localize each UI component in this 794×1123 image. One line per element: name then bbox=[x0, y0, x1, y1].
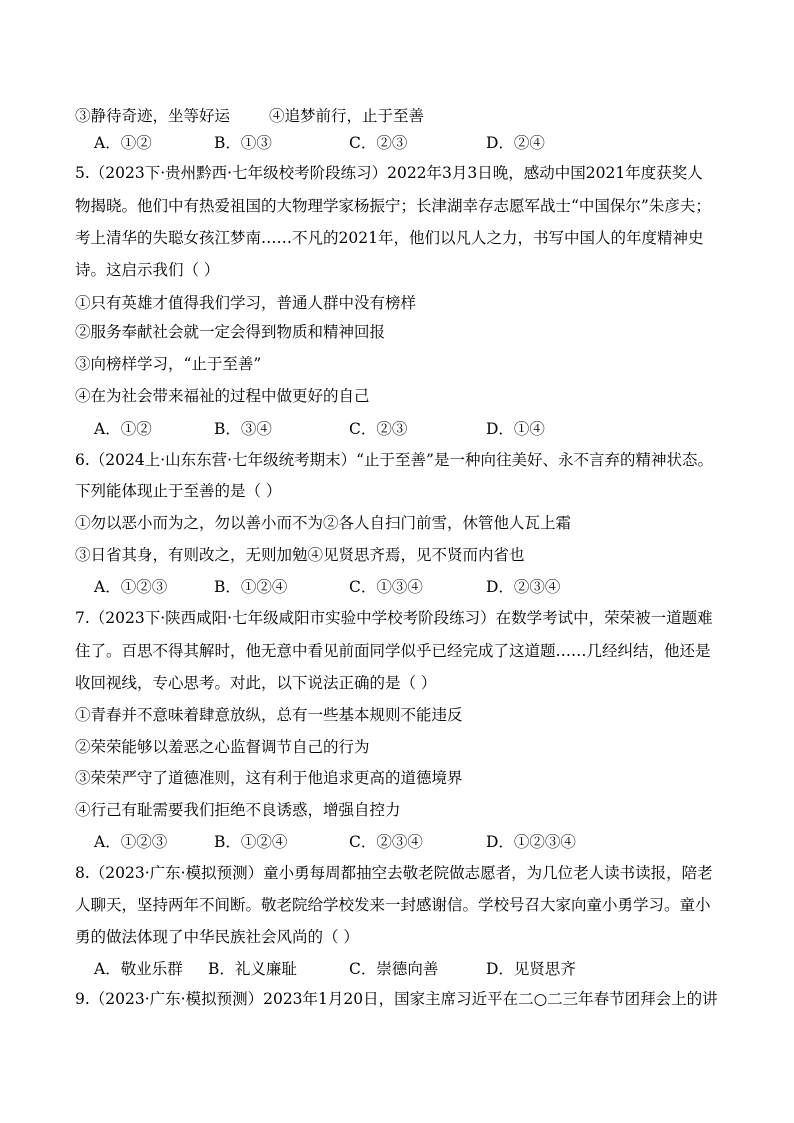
option-c: C．②③ bbox=[349, 420, 408, 438]
q7-statement: ③荣荣严守了道德准则，这有利于他追求更高的道德境界 bbox=[75, 769, 463, 787]
option-d: D．②④ bbox=[486, 134, 545, 152]
q6-statements-line: ③日省其身，有则改之，无则加勉④见贤思齐焉，见不贤而内省也 bbox=[75, 546, 525, 564]
option-b: B．③④ bbox=[214, 420, 272, 438]
option-b: B．①②④ bbox=[214, 578, 288, 596]
statement-4: ④追梦前行，止于至善 bbox=[269, 107, 425, 125]
option-a: A．①② bbox=[94, 134, 152, 152]
option-c: C．①③④ bbox=[349, 578, 423, 596]
statement-3: ③静待奇迹，坐等好运 bbox=[75, 107, 231, 125]
option-a: A．①②③ bbox=[94, 833, 168, 851]
q5-stem-line: 5.（2023下·贵州黔西·七年级校考阶段练习）2022年3月3日晚，感动中国2021年度获奖人 bbox=[75, 164, 703, 182]
option-b: B．礼义廉耻 bbox=[208, 960, 297, 978]
q5-stem-line: 考上清华的失聪女孩江梦南……不凡的2021年，他们以凡人之力，书写中国人的年度精神史 bbox=[75, 229, 704, 247]
q5-stem-line: 物揭晓。他们中有热爱祖国的大物理学家杨振宁；长津湖幸存志愿军战士“中国保尔”朱彦夫； bbox=[75, 197, 711, 215]
q5-stem-line: 诗。这启示我们（ ） bbox=[75, 261, 220, 279]
q8-stem-line: 8.（2023·广东·模拟预测）童小勇每周都抽空去敬老院做志愿者，为几位老人读书读报，陪老 bbox=[75, 864, 713, 882]
q7-statement: ④行己有耻需要我们拒绝不良诱惑，增强自控力 bbox=[75, 801, 401, 819]
q7-statement: ②荣荣能够以羞恶之心监督调节自己的行为 bbox=[75, 738, 370, 756]
q7-stem-line: 住了。百思不得其解时，他无意中看见前面同学似乎已经完成了这道题……几经纠结，他还是 bbox=[75, 642, 711, 660]
q6-stem-line: 6.（2024上·山东东营·七年级统考期末）“止于至善”是一种向往美好、永不言弃的精神状态。 bbox=[75, 451, 713, 469]
option-c: C．②③④ bbox=[349, 833, 423, 851]
option-a: A．敬业乐群 bbox=[94, 960, 183, 978]
option-d: D．①④ bbox=[486, 420, 545, 438]
q5-statement: ④在为社会带来福祉的过程中做更好的自己 bbox=[75, 387, 370, 405]
q5-statement: ①只有英雄才值得我们学习，普通人群中没有榜样 bbox=[75, 294, 417, 312]
q6-statements-line: ①勿以恶小而为之，勿以善小而不为②各人自扫门前雪，休管他人瓦上霜 bbox=[75, 514, 572, 532]
option-d: D．见贤思齐 bbox=[486, 960, 576, 978]
option-b: B．①②④ bbox=[214, 833, 288, 851]
option-d: D．①②③④ bbox=[486, 833, 576, 851]
q9-stem-line: 9.（2023·广东·模拟预测）2023年1月20日，国家主席习近平在二○二三年春节团拜会上的讲 bbox=[75, 990, 718, 1008]
option-c: C．②③ bbox=[349, 134, 408, 152]
option-d: D．②③④ bbox=[486, 578, 561, 596]
q6-stem-line: 下列能体现止于至善的是（ ） bbox=[75, 482, 282, 500]
option-a: A．①②③ bbox=[94, 578, 168, 596]
q5-statement: ③向榜样学习，“止于至善” bbox=[75, 355, 262, 373]
option-c: C．崇德向善 bbox=[349, 960, 439, 978]
q8-stem-line: 人聊天，坚持两年不间断。敬老院给学校发来一封感谢信。学校号召大家向童小勇学习。童小 bbox=[75, 896, 711, 914]
option-b: B．①③ bbox=[214, 134, 272, 152]
option-a: A．①② bbox=[94, 420, 152, 438]
q7-statement: ①青春并不意味着肆意放纵，总有一些基本规则不能违反 bbox=[75, 706, 463, 724]
q7-stem-line: 收回视线，专心思考。对此，以下说法正确的是（ ） bbox=[75, 674, 437, 692]
q8-stem-line: 勇的做法体现了中华民族社会风尚的（ ） bbox=[75, 928, 359, 946]
q5-statement: ②服务奉献社会就一定会得到物质和精神回报 bbox=[75, 323, 386, 341]
q7-stem-line: 7.（2023下·陕西咸阳·七年级咸阳市实验中学校考阶段练习）在数学考试中，荣荣被一道题难 bbox=[75, 609, 713, 627]
